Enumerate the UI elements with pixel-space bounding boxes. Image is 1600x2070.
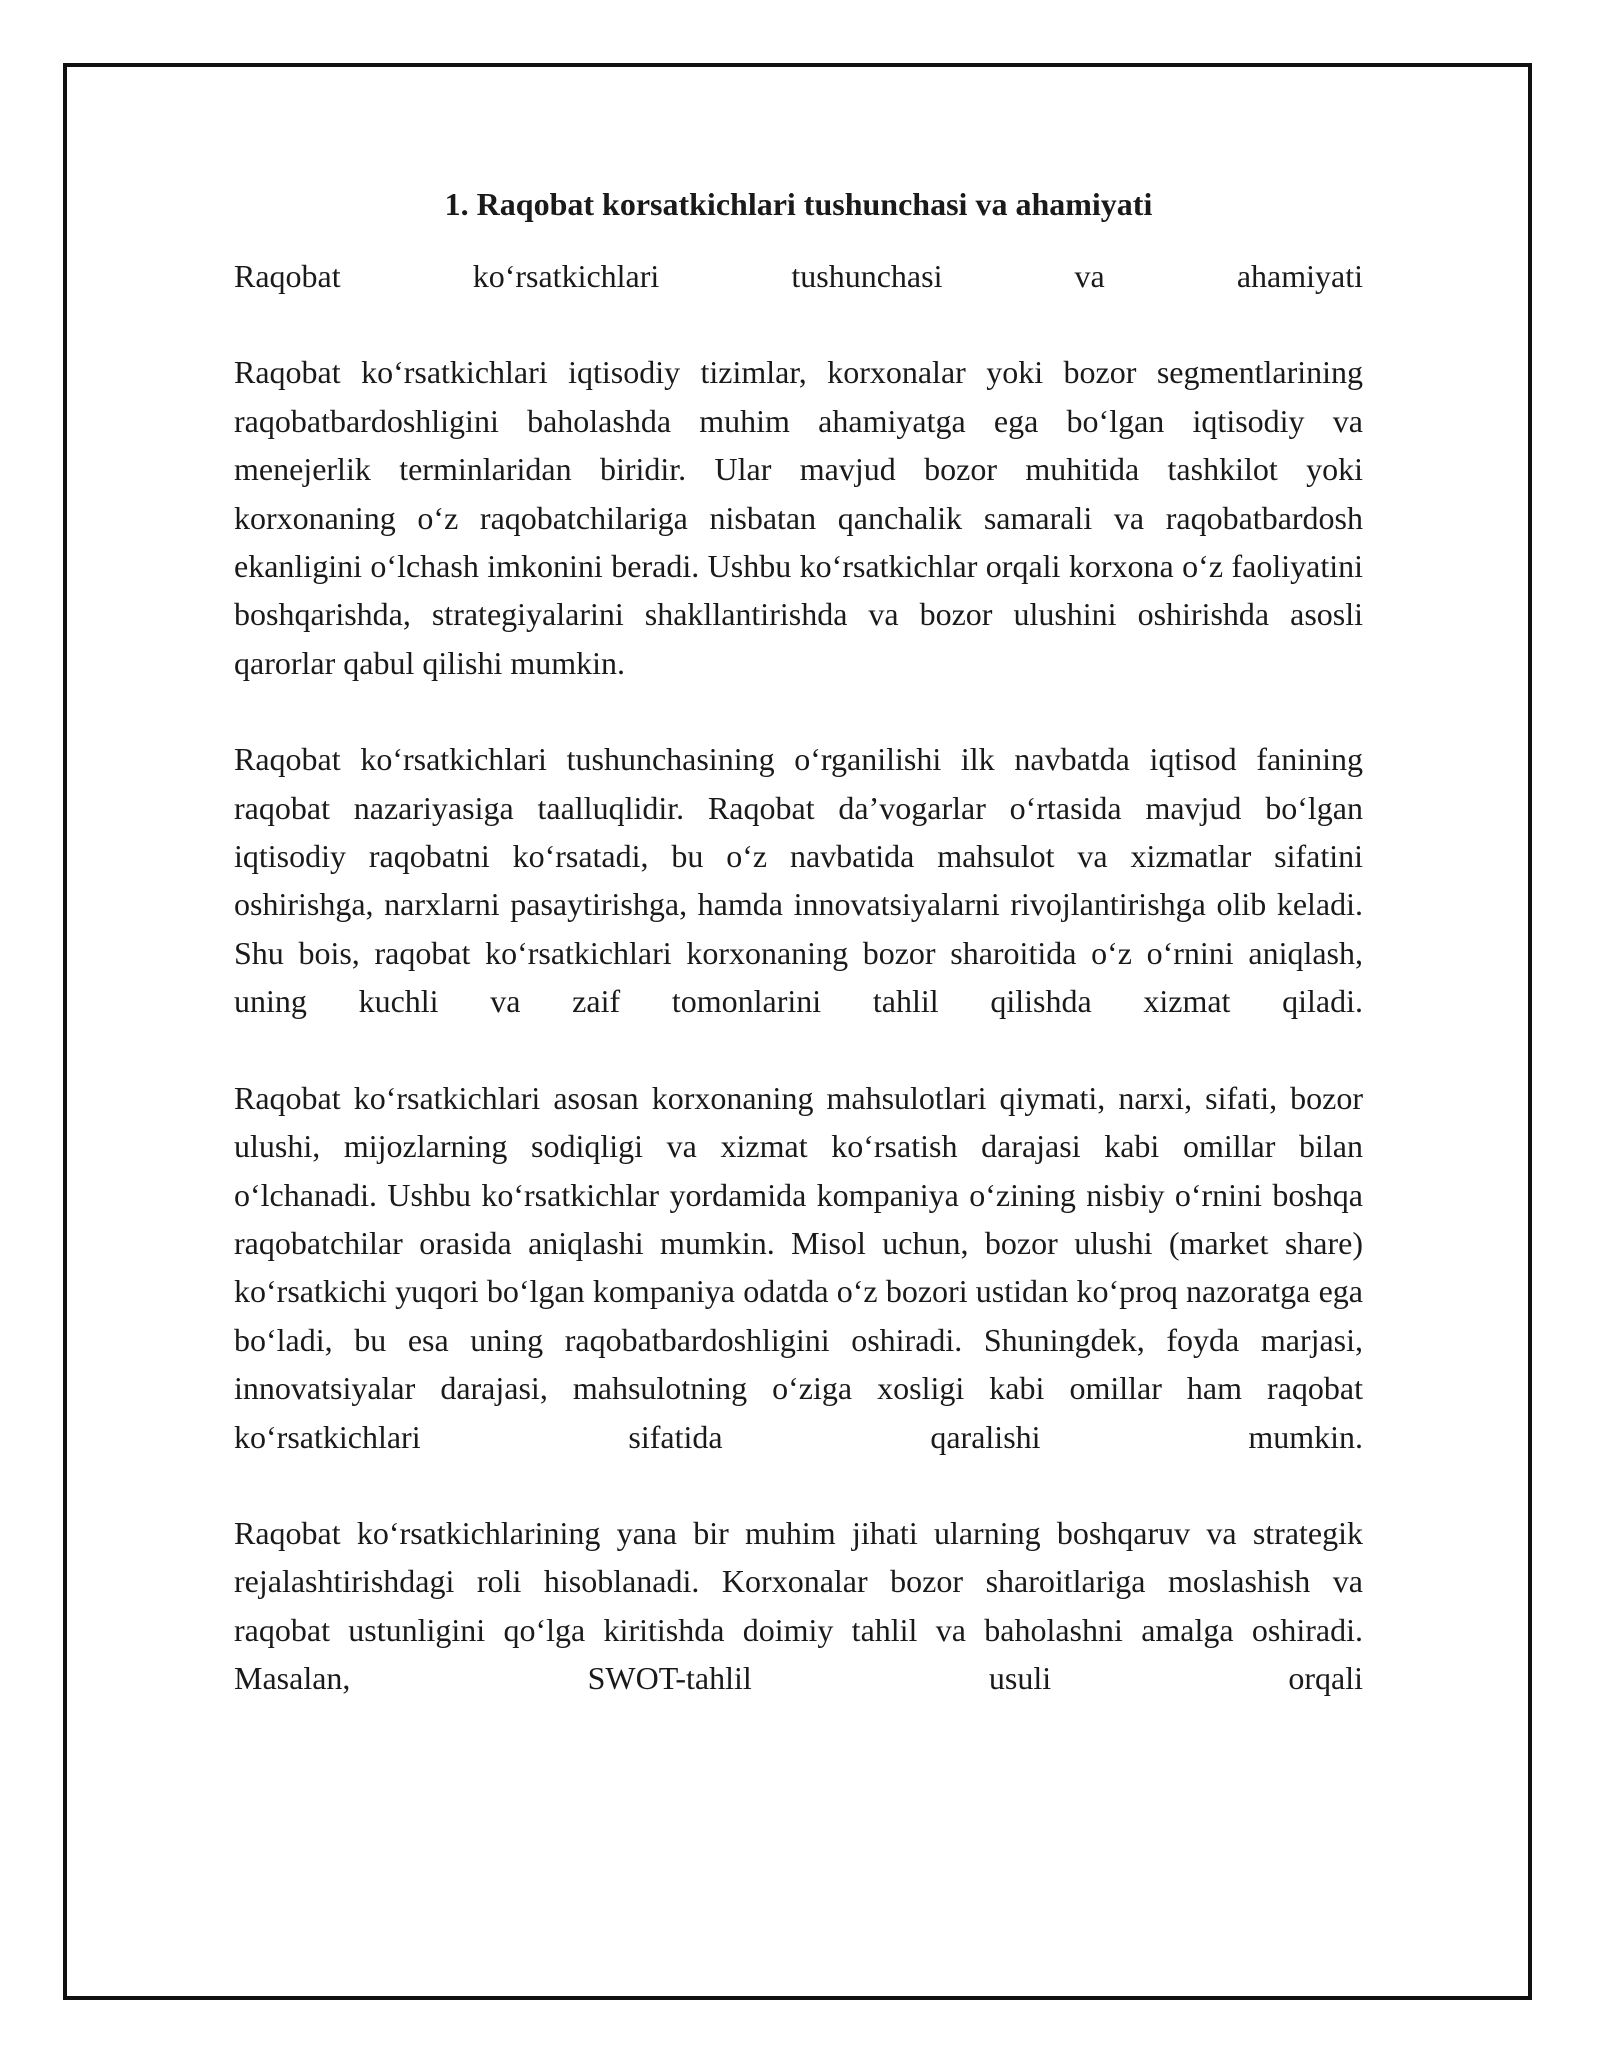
document-subtitle: Raqobat koʻrsatkichlari tushunchasi va ahamiyati (234, 258, 1363, 294)
paragraph-1: Raqobat koʻrsatkichlari iqtisodiy tizimlar, korxonalar yoki bozor segmentlarining raqobatbardoshligini baholashda muhim ahamiyatga ega boʻlgan iqtisodiy va menejerlik terminlaridan biridir. Ular mavjud bozor muhitida tashkilot yoki korxonaning oʻz raqobatchilariga nisbatan qanchalik samarali va raqobatbardosh ekanligini oʻlchash imkonini beradi. Ushbu koʻrsatkichlar orqali korxona oʻz faoliyatini boshqarishda, strategiyalarini shakllantirishda va bozor ulushini oshirishda asosli qarorlar qabul qilishi mumkin. (234, 354, 1363, 681)
paragraph-3: Raqobat koʻrsatkichlari asosan korxonaning mahsulotlari qiymati, narxi, sifati, bozor ulushi, mijozlarning sodiqligi va xizmat koʻrsatish darajasi kabi omillar bilan oʻlchanadi. Ushbu koʻrsatkichlar yordamida kompaniya oʻzining nisbiy oʻrnini boshqa raqobatchilar orasida aniqlashi mumkin. Misol uchun, bozor ulushi (market share) koʻrsatkichi yuqori boʻlgan kompaniya odatda oʻz bozori ustidan koʻproq nazoratga ega boʻladi, bu esa uning raqobatbardoshligini oshiradi. Shuningdek, foyda marjasi, innovatsiyalar darajasi, mahsulotning oʻziga xosligi kabi omillar ham raqobat koʻrsatkichlari sifatida qaralishi mumkin. (234, 1079, 1363, 1455)
document-title: 1. Raqobat korsatkichlari tushunchasi va ahamiyati (444, 186, 1153, 222)
document-body (234, 180, 1363, 1703)
paragraph-2: Raqobat koʻrsatkichlari tushunchasining oʻrganilishi ilk navbatda iqtisod fanining raqobat nazariyasiga taalluqlidir. Raqobat da’vogarlar oʻrtasida mavjud boʻlgan iqtisodiy raqobatni koʻrsatadi, bu oʻz navbatida mahsulot va xizmatlar sifatini oshirishga, narxlarni pasaytirishga, hamda innovatsiyalarni rivojlantirishga olib keladi. Shu bois, raqobat koʻrsatkichlari korxonaning bozor sharoitida oʻz oʻrnini aniqlash, uning kuchli va zaif tomonlarini tahlil qilishda xizmat qiladi. (234, 741, 1363, 1020)
paragraph-4: Raqobat koʻrsatkichlarining yana bir muhim jihati ularning boshqaruv va strategik rejalashtirishdagi roli hisoblanadi. Korxonalar bozor sharoitlariga moslashish va raqobat ustunligini qoʻlga kiritishda doimiy tahlil va baholashni amalga oshiradi. Masalan, SWOT-tahlil usuli orqali (234, 1514, 1363, 1697)
